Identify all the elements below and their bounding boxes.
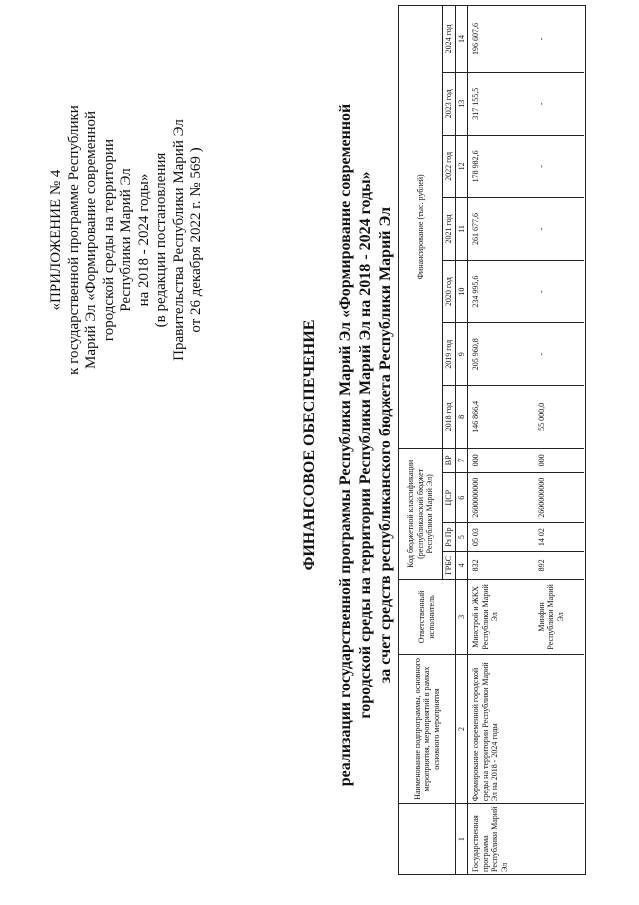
column-number: 12 xyxy=(455,135,468,198)
value-2024: 196 607,6 xyxy=(468,6,536,73)
header-executor: Ответственный исполнитель xyxy=(399,580,456,655)
appendix-line: Республики Марий Эл xyxy=(118,168,134,312)
column-number: 2 xyxy=(455,654,468,804)
column-number: 6 xyxy=(455,472,468,523)
csr-cell: 2600000000 xyxy=(536,472,584,523)
rzpr-cell: 14 02 xyxy=(536,523,584,551)
header-vr: ВР xyxy=(443,448,456,472)
appendix-line: «ПРИЛОЖЕНИЕ № 4 xyxy=(48,169,64,311)
header-name: Наименование подпрограммы, основного мероприятия, мероприятий в рамках основного мероприятия xyxy=(399,654,456,804)
heading-title: ФИНАНСОВОЕ ОБЕСПЕЧЕНИЕ xyxy=(301,319,318,571)
vr-cell: 000 xyxy=(468,448,536,472)
appendix-line: на 2018 - 2024 годы» xyxy=(135,173,152,307)
appendix-line: городской среды на территории xyxy=(100,138,117,342)
header-year-2020: 2020 год xyxy=(443,260,456,323)
column-number: 7 xyxy=(455,448,468,472)
column-number: 11 xyxy=(455,198,468,261)
value-2022: 178 982,6 xyxy=(468,135,536,198)
column-number: 10 xyxy=(455,260,468,323)
appendix-line: (в редакции постановления xyxy=(153,152,169,328)
appendix-line: к государственной программе Республики xyxy=(65,105,82,375)
column-number: 3 xyxy=(455,580,468,655)
header-financing: Финансирование (тыс. рублей) xyxy=(399,6,443,449)
table-row xyxy=(468,6,536,875)
name-cell xyxy=(536,654,584,804)
header-year-2022: 2022 год xyxy=(443,135,456,198)
header-year-2018: 2018 год xyxy=(443,386,456,449)
vr-cell: 000 xyxy=(536,448,584,472)
executor-cell: Минстрой и ЖКХ Республики Марий Эл xyxy=(468,580,536,655)
value-2018: 55 000,0 xyxy=(536,386,584,449)
value-2024: - xyxy=(536,6,584,73)
header-kbk: Код бюджетной классификации (республиканский бюджет Республики Марий Эл) xyxy=(399,448,443,579)
value-2021: - xyxy=(536,198,584,261)
value-2023: 317 155,5 xyxy=(468,72,536,135)
appendix-line: Правительства Республики Марий Эл xyxy=(170,119,187,361)
value-2022: - xyxy=(536,135,584,198)
column-number: 1 xyxy=(455,804,468,875)
table-bottom-rule xyxy=(584,6,586,875)
value-2020: - xyxy=(536,260,584,323)
column-number: 8 xyxy=(455,386,468,449)
appendix-line: от 26 декабря 2022 г. № 569 ) xyxy=(188,147,204,333)
heading-line-2: городской среды на территории Республики Марий Эл на 2018 - 2024 годы» xyxy=(357,171,374,719)
value-2018: 146 866,4 xyxy=(468,386,536,449)
value-2019: - xyxy=(536,323,584,386)
value-2023: - xyxy=(536,72,584,135)
name-cell: Формирование современной городской среды на территории Республики Марий Эл на 2018 - 2024 годы xyxy=(468,654,536,804)
value-2019: 205 960,8 xyxy=(468,323,536,386)
column-number: 14 xyxy=(455,6,468,73)
grbs-cell: 832 xyxy=(468,551,536,579)
appendix-line: Марий Эл «Формирование современной xyxy=(83,110,99,370)
header-empty xyxy=(399,804,456,875)
column-number: 13 xyxy=(455,72,468,135)
document-heading xyxy=(300,80,396,810)
header-year-2019: 2019 год xyxy=(443,323,456,386)
header-year-2023: 2023 год xyxy=(443,72,456,135)
value-2021: 261 677,6 xyxy=(468,198,536,261)
header-rzpr: Рз Пр xyxy=(443,523,456,551)
value-2020: 234 995,6 xyxy=(468,260,536,323)
header-grbs: ГРБС xyxy=(443,551,456,579)
heading-line-3: за счет средств республиканского бюджета Республики Марий Эл xyxy=(377,206,394,684)
grbs-cell: 892 xyxy=(536,551,584,579)
column-number: 9 xyxy=(455,323,468,386)
table-row xyxy=(536,6,584,875)
column-number: 5 xyxy=(455,523,468,551)
financing-table xyxy=(398,5,586,875)
executor-cell: Минфин Республики Марий Эл xyxy=(536,580,584,655)
rzpr-cell: 05 03 xyxy=(468,523,536,551)
header-year-2021: 2021 год xyxy=(443,198,456,261)
heading-line-1: реализации государственной программы Республики Марий Эл «Формирование современной xyxy=(337,103,354,787)
program-cell xyxy=(536,804,584,875)
header-csr: ЦСР xyxy=(443,472,456,523)
header-year-2024: 2024 год xyxy=(443,6,456,73)
column-number: 4 xyxy=(455,551,468,579)
program-cell: Государственная программа Республики Марий Эл xyxy=(468,804,536,875)
appendix-block xyxy=(48,105,206,375)
csr-cell: 2600000000 xyxy=(468,472,536,523)
